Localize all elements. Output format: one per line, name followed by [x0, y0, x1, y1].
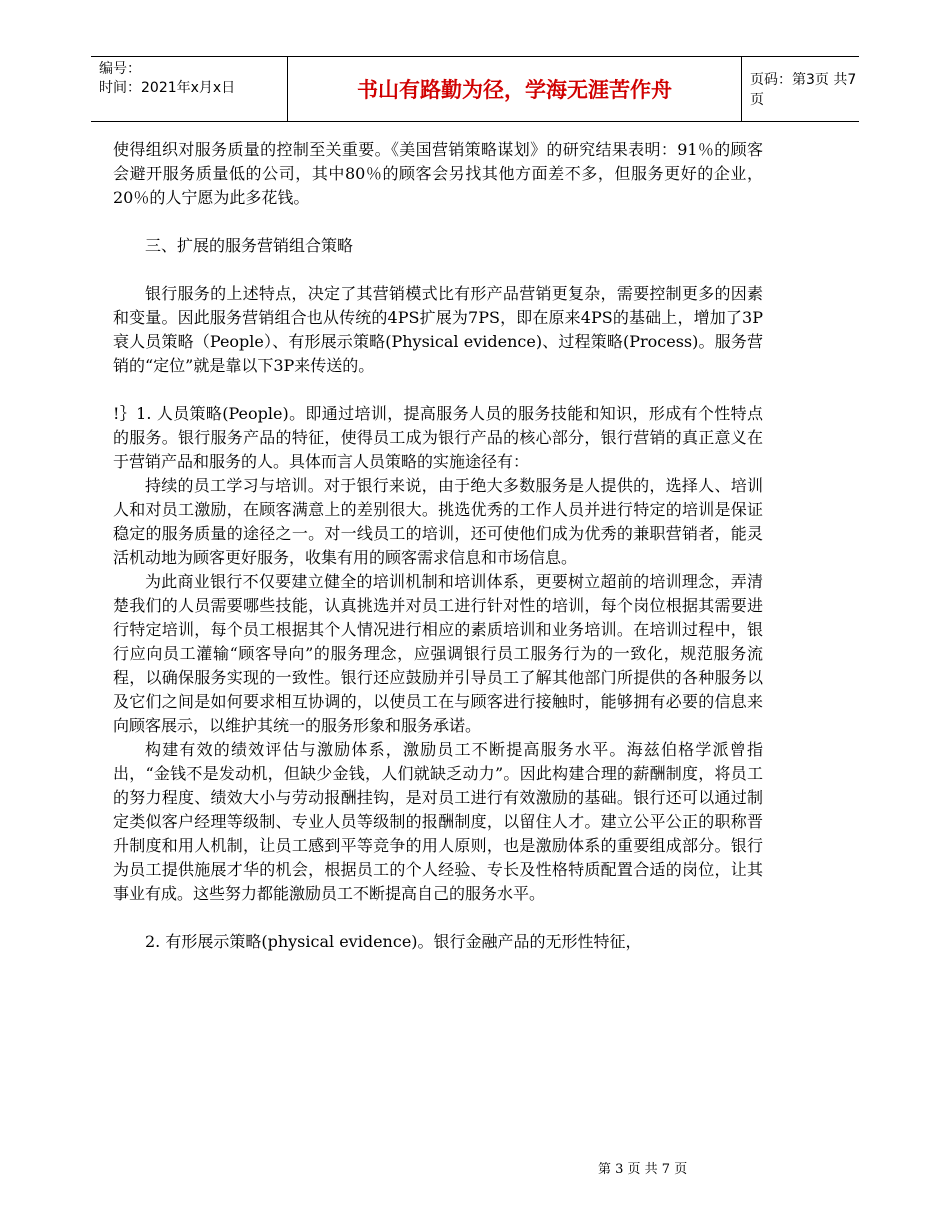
- paragraph-people-strategy: !｝1. 人员策略(People)。即通过培训，提高服务人员的服务技能和知识，形成有个性特点的服务。银行服务产品的特征，使得员工成为银行产品的核心部分，银行营销的真正意义在于营销产品和服务的人。具体而言人员策略的实施途径有：: [113, 404, 763, 471]
- document-body: [113, 138, 763, 954]
- paragraph-continuation: 使得组织对服务质量的控制至关重要。《美国营销策略谋划》的研究结果表明：91％的顾客会避开服务质量低的公司，其中80％的顾客会另找其他方面差不多，但服务更好的企业，20％的人宁愿为此多花钱。: [113, 140, 763, 207]
- paragraph-7ps: 银行服务的上述特点，决定了其营销模式比有形产品营销更复杂，需要控制更多的因素和变量。因此服务营销组合也从传统的4PS扩展为7PS，即在原来4PS的基础上，增加了3P衰人员策略（People）、有形展示策略(Physical evidence)、过程策略(Process)。服务营销的“定位”就是靠以下3P来传送的。: [113, 284, 763, 375]
- paragraph-incentive: 构建有效的绩效评估与激励体系，激励员工不断提高服务水平。海兹伯格学派曾指出，“金钱不是发动机，但缺少金钱，人们就缺乏动力”。因此构建合理的薪酬制度，将员工的努力程度、绩效大小与劳动报酬挂钩，是对员工进行有效激励的基础。银行还可以通过制定类似客户经理等级制、专业人员等级制的报酬制度，以留住人才。建立公平公正的职称晋升制度和用人机制，让员工感到平等竞争的用人原则，也是激励体系的重要组成部分。银行为员工提供施展才华的机会，根据员工的个人经验、专长及性格特质配置合适的岗位，让其事业有成。这些努力都能激励员工不断提高自己的服务水平。: [113, 740, 763, 903]
- page-header: [91, 56, 859, 122]
- section-heading: 三、扩展的服务营销组合策略: [145, 236, 354, 255]
- paragraph-training: 持续的员工学习与培训。对于银行来说，由于绝大多数服务是人提供的，选择人、培训人和对员工激励，在顾客满意上的差别很大。挑选优秀的工作人员并进行特定的培训是保证稳定的服务质量的途径之一。对一线员工的培训，还可使他们成为优秀的兼职营销者，能灵活机动地为顾客更好服务，收集有用的顾客需求信息和市场信息。: [113, 476, 763, 567]
- header-motto: 书山有路勤为径，学海无涯苦作舟: [287, 57, 742, 121]
- paragraph-training-system: 为此商业银行不仅要建立健全的培训机制和培训体系，更要树立超前的培训理念，弄清楚我们的人员需要哪些技能，认真挑选并对员工进行针对性的培训，每个岗位根据其需要进行特定培训，每个员工根据其个人情况进行相应的素质培训和业务培训。在培训过程中，银行应向员工灌输“顾客导向”的服务理念，应强调银行员工服务行为的一致化，规范服务流程，以确保服务实现的一致性。银行还应鼓励并引导员工了解其他部门所提供的各种服务以及它们之间是如何要求相互协调的，以使员工在与顾客进行接触时，能够拥有必要的信息来向顾客展示，以维护其统一的服务形象和服务承诺。: [113, 572, 763, 735]
- header-page-label: 页码：第3页 共7页: [750, 72, 857, 108]
- header-number-label: 编号：: [99, 61, 141, 77]
- page-footer: 第 3 页 共 7 页: [598, 1162, 688, 1177]
- paragraph-physical-evidence: 2. 有形展示策略(physical evidence)。银行金融产品的无形性特征，: [145, 932, 642, 951]
- header-info: [91, 57, 287, 121]
- header-time-label: 时间：2021年x月x日: [99, 80, 236, 96]
